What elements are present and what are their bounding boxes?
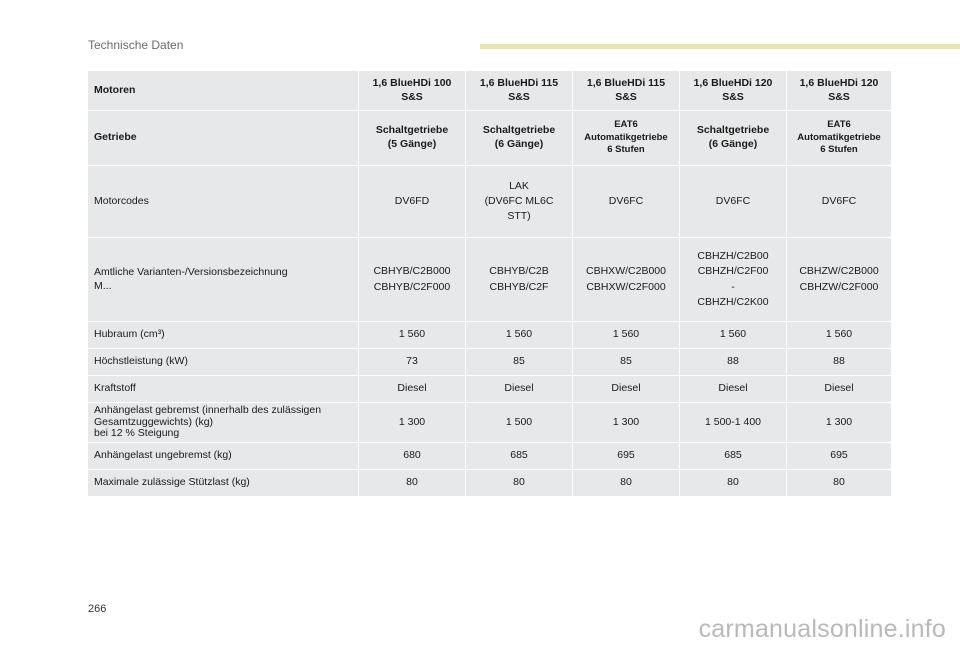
row-label: Amtliche Varianten-/Versionsbezeichnung M...: [88, 238, 359, 322]
value-cell: DV6FC: [680, 166, 787, 238]
row-label: Kraftstoff: [88, 376, 359, 403]
engine-header-cell: 1,6 BlueHDi 100 S&S: [359, 71, 466, 111]
value-cell: DV6FC: [787, 166, 892, 238]
value-cell: CBHXW/C2B000 CBHXW/C2F000: [573, 238, 680, 322]
value-cell: 85: [573, 349, 680, 376]
value-cell: CBHYB/C2B CBHYB/C2F: [466, 238, 573, 322]
value-cell: 1 300: [787, 403, 892, 443]
row-label: Anhängelast gebremst (innerhalb des zulässigen Gesamtzuggewichts) (kg) bei 12 % Steigung: [88, 403, 359, 443]
table-row: [88, 238, 892, 322]
table-row: [88, 322, 892, 349]
value-cell: Diesel: [573, 376, 680, 403]
row-label: Getriebe: [88, 111, 359, 166]
value-cell: Diesel: [680, 376, 787, 403]
gearbox-cell: Schaltgetriebe (5 Gänge): [359, 111, 466, 166]
row-label: Maximale zulässige Stützlast (kg): [88, 469, 359, 496]
table-row: [88, 469, 892, 496]
table-row: [88, 349, 892, 376]
value-cell: 80: [466, 469, 573, 496]
technical-data-table: [87, 70, 892, 497]
gearbox-cell: Schaltgetriebe (6 Gänge): [680, 111, 787, 166]
value-cell: DV6FC: [573, 166, 680, 238]
row-label: Höchstleistung (kW): [88, 349, 359, 376]
gearbox-cell: EAT6 Automatikgetriebe 6 Stufen: [787, 111, 892, 166]
page-number: 266: [88, 603, 107, 615]
value-cell: 1 560: [680, 322, 787, 349]
table-row: [88, 166, 892, 238]
value-cell: 680: [359, 442, 466, 469]
value-cell: CBHYB/C2B000 CBHYB/C2F000: [359, 238, 466, 322]
value-cell: 80: [680, 469, 787, 496]
value-cell: 1 560: [466, 322, 573, 349]
value-cell: Diesel: [359, 376, 466, 403]
value-cell: 80: [359, 469, 466, 496]
table-row: [88, 376, 892, 403]
value-cell: CBHZH/C2B00 CBHZH/C2F00 - CBHZH/C2K00: [680, 238, 787, 322]
row-label: Motorcodes: [88, 166, 359, 238]
value-cell: 1 560: [787, 322, 892, 349]
row-label: Anhängelast ungebremst (kg): [88, 442, 359, 469]
value-cell: 88: [787, 349, 892, 376]
engine-header-cell: 1,6 BlueHDi 120 S&S: [680, 71, 787, 111]
engine-header-cell: 1,6 BlueHDi 120 S&S: [787, 71, 892, 111]
value-cell: 685: [680, 442, 787, 469]
watermark: carmanualsonline.info: [698, 615, 946, 643]
value-cell: LAK (DV6FC ML6C STT): [466, 166, 573, 238]
value-cell: 1 560: [573, 322, 680, 349]
value-cell: 88: [680, 349, 787, 376]
value-cell: 1 560: [359, 322, 466, 349]
value-cell: 1 300: [573, 403, 680, 443]
engine-header-cell: 1,6 BlueHDi 115 S&S: [466, 71, 573, 111]
value-cell: 80: [787, 469, 892, 496]
value-cell: DV6FD: [359, 166, 466, 238]
value-cell: CBHZW/C2B000 CBHZW/C2F000: [787, 238, 892, 322]
header-accent-bar: [480, 44, 960, 49]
engine-header-cell: 1,6 BlueHDi 115 S&S: [573, 71, 680, 111]
row-label: Motoren: [88, 71, 359, 111]
value-cell: 80: [573, 469, 680, 496]
value-cell: 695: [787, 442, 892, 469]
row-getriebe: [88, 111, 892, 166]
value-cell: Diesel: [787, 376, 892, 403]
value-cell: 1 500-1 400: [680, 403, 787, 443]
value-cell: 73: [359, 349, 466, 376]
section-title: Technische Daten: [88, 38, 184, 52]
value-cell: 695: [573, 442, 680, 469]
row-label: Hubraum (cm³): [88, 322, 359, 349]
value-cell: 1 500: [466, 403, 573, 443]
value-cell: 1 300: [359, 403, 466, 443]
table-row: [88, 442, 892, 469]
gearbox-cell: Schaltgetriebe (6 Gänge): [466, 111, 573, 166]
row-motoren: [88, 71, 892, 111]
value-cell: 85: [466, 349, 573, 376]
value-cell: 685: [466, 442, 573, 469]
table-row: [88, 403, 892, 443]
gearbox-cell: EAT6 Automatikgetriebe 6 Stufen: [573, 111, 680, 166]
value-cell: Diesel: [466, 376, 573, 403]
